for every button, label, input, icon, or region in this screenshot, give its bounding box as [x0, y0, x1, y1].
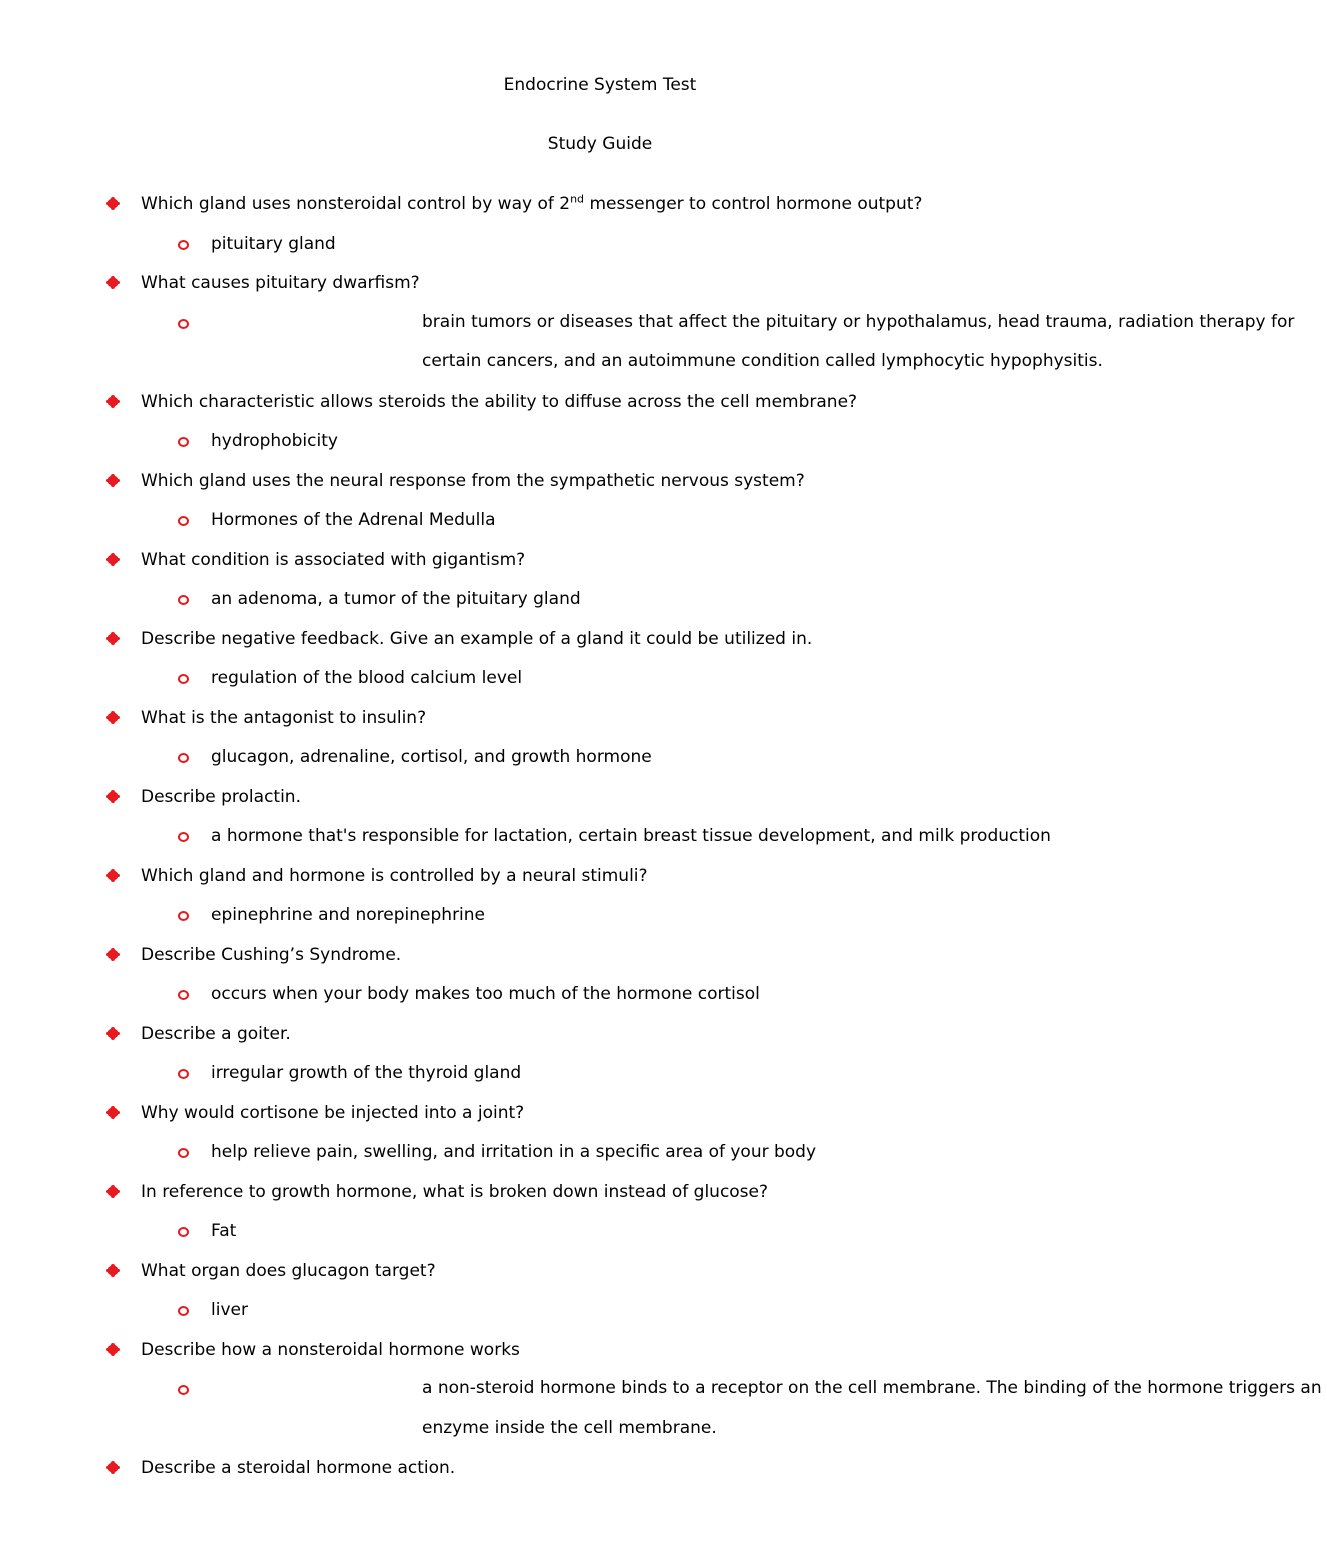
question-text: What organ does glucagon target?	[141, 1260, 436, 1281]
question-item	[0, 189, 1200, 229]
answer-item	[0, 308, 1295, 387]
bullet-icon	[108, 1187, 118, 1196]
circle-bullet-icon	[178, 1227, 189, 1237]
circle-bullet-icon	[178, 319, 189, 329]
question-text: Why would cortisone be injected into a joint?	[141, 1102, 525, 1123]
answer-text: irregular growth of the thyroid gland	[211, 1063, 522, 1083]
circle-bullet-icon	[178, 1306, 189, 1316]
question-item	[0, 1098, 1200, 1138]
bullet-icon	[108, 476, 118, 485]
circle-bullet-icon	[178, 1385, 189, 1395]
circle-bullet-icon	[178, 240, 189, 250]
answer-item	[0, 821, 1200, 861]
bullet-icon	[108, 950, 118, 959]
bullet-icon	[108, 792, 118, 801]
question-text: Which gland and hormone is controlled by a neural stimuli?	[141, 865, 648, 886]
answer-text: pituitary gland	[211, 233, 336, 254]
question-text: Which characteristic allows steroids the ability to diffuse across the cell membrane?	[141, 391, 858, 412]
circle-bullet-icon	[178, 595, 189, 605]
circle-bullet-icon	[178, 832, 189, 842]
bullet-icon	[108, 1463, 118, 1472]
answer-item	[0, 663, 1200, 703]
bullet-icon	[108, 634, 118, 643]
circle-bullet-icon	[178, 516, 189, 526]
answer-text: Fat	[211, 1221, 237, 1241]
document-title: Endocrine System Test	[503, 75, 697, 95]
bullet-icon	[108, 1266, 118, 1275]
bullet-icon	[108, 278, 118, 287]
answer-text: Hormones of the Adrenal Medulla	[211, 510, 496, 530]
question-text: What causes pituitary dwarfism?	[141, 273, 420, 293]
question-text: Describe a steroidal hormone action.	[141, 1458, 456, 1478]
bullet-icon	[108, 397, 118, 406]
answer-text: hydrophobicity	[211, 431, 338, 451]
answer-text: occurs when your body makes too much of the hormone cortisol	[211, 984, 760, 1004]
answer-item	[0, 900, 1200, 940]
circle-bullet-icon	[178, 1148, 189, 1158]
answer-text: an adenoma, a tumor of the pituitary gland	[211, 589, 581, 609]
question-item	[0, 1256, 1200, 1296]
question-text: What is the antagonist to insulin?	[141, 707, 427, 728]
question-item	[0, 624, 1200, 664]
bullet-icon	[108, 1029, 118, 1038]
bullet-icon	[108, 555, 118, 564]
answer-text: regulation of the blood calcium level	[211, 668, 523, 688]
answer-item	[0, 426, 1200, 466]
circle-bullet-icon	[178, 753, 189, 763]
answer-item	[0, 1295, 1200, 1335]
circle-bullet-icon	[178, 1069, 189, 1079]
answer-text: epinephrine and norepinephrine	[211, 905, 486, 925]
answer-text: help relieve pain, swelling, and irritation in a specific area of your body	[211, 1142, 817, 1162]
question-item	[0, 940, 1200, 980]
question-text: Describe negative feedback. Give an example of a gland it could be utilized in.	[141, 628, 813, 649]
answer-item	[0, 979, 1200, 1019]
answer-item	[0, 1137, 1200, 1177]
question-item	[0, 466, 1200, 506]
answer-text: liver	[211, 1300, 248, 1320]
answer-text: brain tumors or diseases that affect the pituitary or hypothalamus, head trauma, radiation therapy for certain cancers, and an autoimmune condition called lymphocytic hypophysitis.	[422, 311, 1295, 371]
circle-bullet-icon	[178, 674, 189, 684]
bullet-icon	[108, 1345, 118, 1354]
answer-item	[0, 1374, 1322, 1453]
answer-text: a hormone that's responsible for lactation, certain breast tissue development, and milk production	[211, 826, 1051, 846]
superscript: nd	[570, 192, 585, 206]
question-text: Describe prolactin.	[141, 786, 301, 807]
document-subtitle: Study Guide	[547, 134, 653, 154]
circle-bullet-icon	[178, 990, 189, 1000]
answer-item	[0, 742, 1200, 782]
question-list	[0, 189, 1322, 1493]
question-item	[0, 1177, 1200, 1217]
answer-item	[0, 584, 1200, 624]
question-text-part: messenger to control hormone output?	[584, 194, 923, 214]
question-item	[0, 782, 1200, 822]
answer-item	[0, 229, 1200, 269]
answer-item	[0, 1216, 1200, 1256]
answer-text: a non-steroid hormone binds to a receptor on the cell membrane. The binding of the hormone triggers an enzyme inside the cell membrane.	[422, 1378, 1322, 1438]
bullet-icon	[108, 871, 118, 880]
answer-item	[0, 505, 1200, 545]
bullet-icon	[108, 199, 118, 208]
question-item	[0, 545, 1200, 585]
question-text: Which gland uses the neural response from the sympathetic nervous system?	[141, 470, 805, 491]
question-item	[0, 861, 1200, 901]
question-text: In reference to growth hormone, what is broken down instead of glucose?	[141, 1181, 769, 1202]
circle-bullet-icon	[178, 911, 189, 921]
question-item	[0, 1019, 1200, 1059]
answer-text: glucagon, adrenaline, cortisol, and growth hormone	[211, 747, 652, 767]
question-text: Describe a goiter.	[141, 1023, 291, 1044]
question-text: Describe how a nonsteroidal hormone works	[141, 1339, 520, 1360]
question-text: Describe Cushing’s Syndrome.	[141, 944, 402, 965]
question-text	[141, 189, 922, 219]
question-text-part: Which gland uses nonsteroidal control by way of 2	[141, 194, 571, 214]
bullet-icon	[108, 1108, 118, 1117]
circle-bullet-icon	[178, 437, 189, 447]
answer-item	[0, 1058, 1200, 1098]
question-item	[0, 1453, 1200, 1493]
question-text: What condition is associated with gigantism?	[141, 549, 526, 570]
question-item	[0, 387, 1200, 427]
question-item	[0, 703, 1200, 743]
bullet-icon	[108, 713, 118, 722]
